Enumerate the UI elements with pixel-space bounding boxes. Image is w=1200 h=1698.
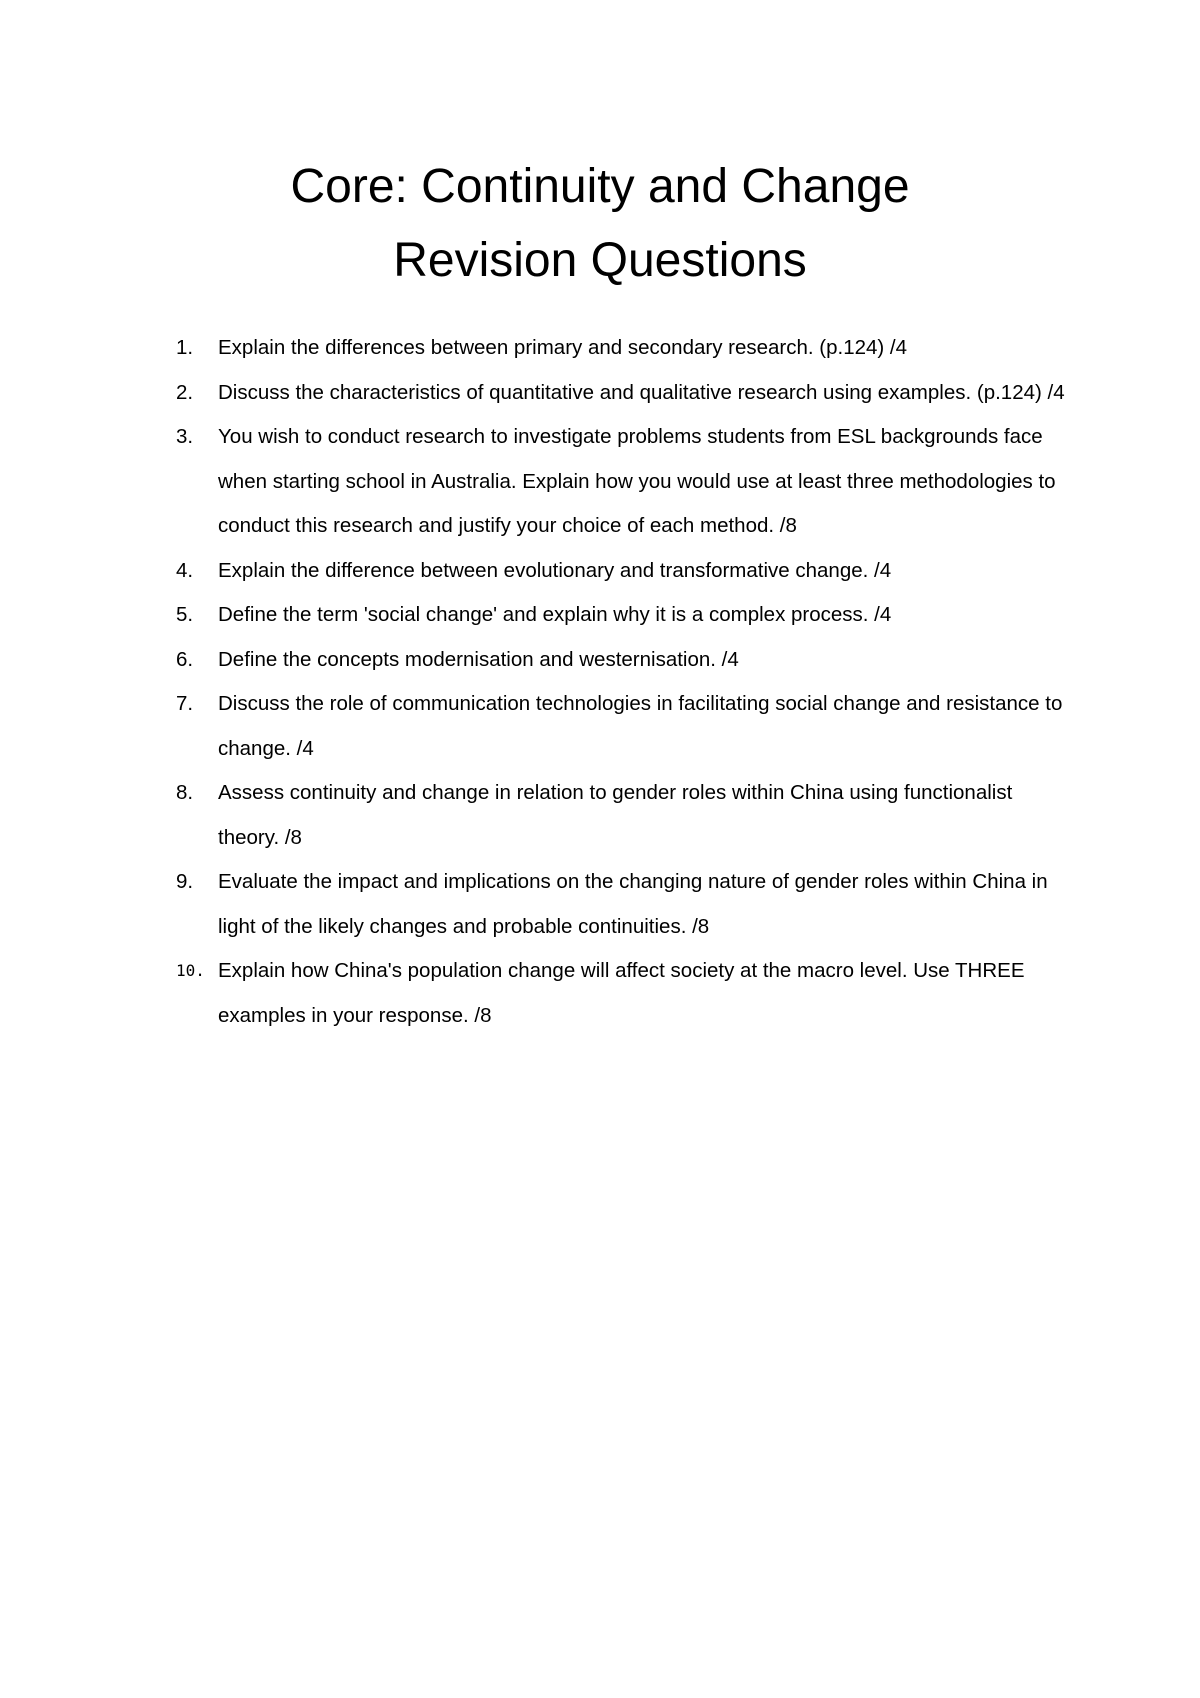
question-number: 9. xyxy=(176,870,194,893)
question-item xyxy=(176,549,1076,594)
question-number: 7. xyxy=(176,692,194,715)
question-text: Define the concepts modernisation and westernisation. /4 xyxy=(218,647,739,671)
question-number: 5. xyxy=(176,603,194,626)
question-text: Evaluate the impact and implications on the changing nature of gender roles within China in light of the likely changes and probable continuities. /8 xyxy=(218,870,1048,938)
question-text: Discuss the characteristics of quantitative and qualitative research using examples. (p.124) /4 xyxy=(218,380,1065,404)
question-item xyxy=(176,415,1076,549)
question-item xyxy=(176,771,1076,860)
document-title xyxy=(0,150,1200,298)
question-text: Explain how China's population change will affect society at the macro level. Use THREE examples in your response. /8 xyxy=(218,959,1025,1027)
question-number: 8. xyxy=(176,781,194,804)
question-item xyxy=(176,638,1076,683)
title-line-2: Revision Questions xyxy=(393,234,807,287)
question-text: Discuss the role of communication technologies in facilitating social change and resistance to change. /4 xyxy=(218,692,1063,760)
question-item xyxy=(176,860,1076,949)
question-number: 10. xyxy=(176,961,205,980)
question-number: 3. xyxy=(176,425,194,448)
question-item xyxy=(176,371,1076,416)
question-text: Assess continuity and change in relation to gender roles within China using functionalist theory. /8 xyxy=(218,781,1013,849)
question-item xyxy=(176,949,1076,1038)
question-number: 4. xyxy=(176,558,194,582)
question-number: 6. xyxy=(176,647,194,671)
question-text: Define the term 'social change' and explain why it is a complex process. /4 xyxy=(218,603,892,626)
title-line-1: Core: Continuity and Change xyxy=(290,160,910,213)
question-text: You wish to conduct research to investigate problems students from ESL backgrounds face when starting school in Australia. Explain how you would use at least three methodologies to conduct this research and justify your choice of each method. /8 xyxy=(218,425,1056,537)
question-number: 1. xyxy=(176,336,194,359)
question-list xyxy=(176,326,1076,1038)
question-number: 2. xyxy=(176,380,194,404)
question-item xyxy=(176,593,1076,638)
question-item xyxy=(176,326,1076,371)
question-text: Explain the differences between primary and secondary research. (p.124) /4 xyxy=(218,336,908,359)
question-item xyxy=(176,682,1076,771)
question-text: Explain the difference between evolutionary and transformative change. /4 xyxy=(218,558,892,582)
